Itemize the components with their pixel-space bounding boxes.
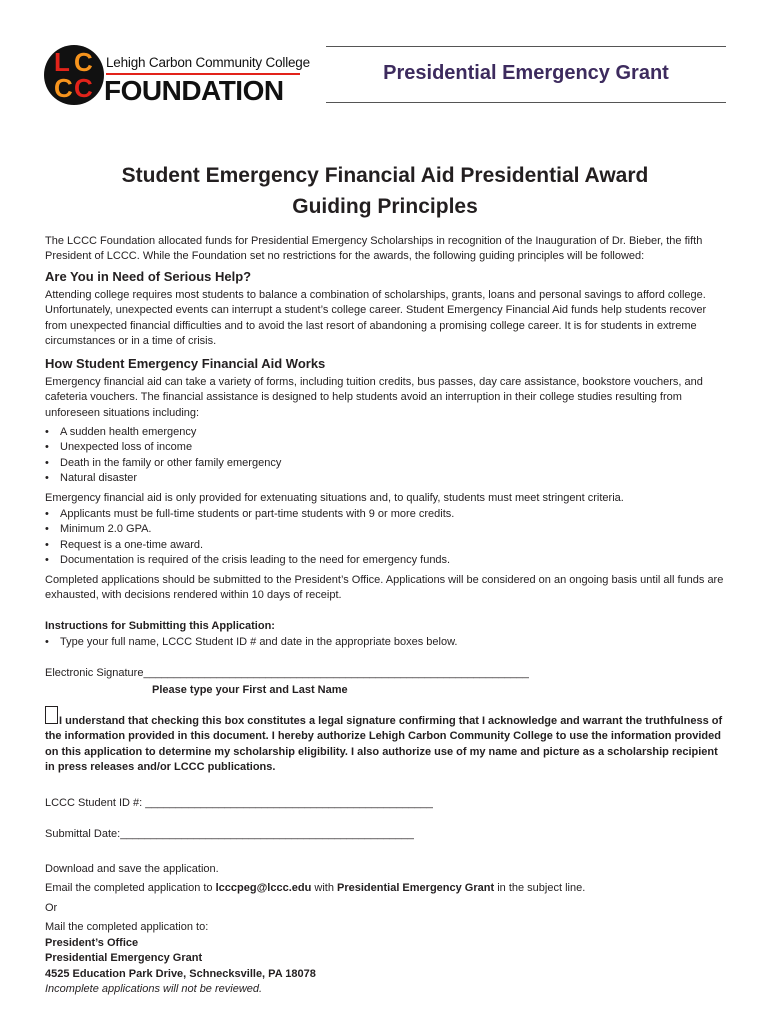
email-address-link[interactable]: lcccpeg@lccc.edu — [215, 882, 312, 894]
signature-blank[interactable]: _______________________________________________________________ — [143, 667, 529, 679]
list-item: • A sudden health emergency — [45, 425, 281, 440]
address-line: President’s Office — [45, 937, 139, 949]
section-how-it-works-body: Emergency financial aid can take a variety of forms, including tuition credits, bus passes, day care assistance, bookstore vouchers, and cafeteria vouchers. The financial assistance is designed to help students avoid an interruption in their college studies resulting from unforeseen situations including: — [45, 376, 703, 419]
logo-letter-c1: C — [74, 47, 93, 77]
list-item: • Documentation is required of the crisis leading to the need for emergency funds. — [45, 553, 454, 568]
submittal-date-blank[interactable]: ________________________________________________ — [120, 828, 414, 840]
intro-paragraph: The LCCC Foundation allocated funds for Presidential Emergency Scholarships in recognition of the Inauguration of Dr. Bieber, the fifth President of LCCC. While the Foundation set no restrictions for the awards, the following guiding principles will be followed: — [45, 235, 703, 263]
logo-letter-l: L — [54, 47, 70, 77]
criteria-intro: Emergency financial aid is only provided for extenuating situations and, to qualify, students must meet stringent criteria. — [45, 492, 624, 504]
list-item: • Request is a one-time award. — [45, 538, 454, 553]
email-subject: Presidential Emergency Grant — [337, 882, 495, 894]
signature-label: Electronic Signature — [45, 667, 144, 679]
address-line: Presidential Emergency Grant — [45, 952, 203, 965]
student-id-blank[interactable]: _______________________________________________ — [145, 797, 433, 809]
logo-foundation: FOUNDATION — [104, 75, 284, 106]
signature-hint: Please type your First and Last Name — [152, 684, 348, 696]
logo-letter-c2: C — [54, 73, 73, 103]
page-title — [60, 160, 710, 222]
list-item: • Natural disaster — [45, 471, 281, 486]
consent-text: I understand that checking this box constitutes a legal signature confirming that I acknowledge and warrant the truthfulness of the information provided in this document. I hereby authorize Lehigh Carbon Community College to use the information provided on this application to determine my scholarship eligibility. I also authorize use of my name and picture as a scholarship recipient in press releases and/or LCCC publications. — [45, 715, 723, 774]
or-separator: Or — [45, 902, 58, 914]
email-post: in the subject line. — [494, 882, 586, 894]
completion-paragraph: Completed applications should be submitted to the President’s Office. Applications will be considered on an ongoing basis until all funds are exhausted, with decisions rendered within 10 days of receipt. — [45, 574, 724, 602]
signature-field[interactable] — [45, 667, 529, 679]
email-mid: with — [311, 882, 338, 894]
section-heading-how-it-works: How Student Emergency Financial Aid Works — [45, 356, 326, 371]
student-id-label: LCCC Student ID #: — [45, 797, 143, 809]
section-need-help-body: Attending college requires most students to balance a combination of scholarships, grants, loans and personal savings to afford college. Unfortunately, unexpected events can interrupt a student’s college career. Student Emergency Financial Aid funds help students recover from unexpected financial difficulties and to avoid the last resort of abandoning a promising college career. It is for students in extreme circumstances or in a time of crisis. — [45, 289, 707, 348]
download-instruction: Download and save the application. — [45, 863, 219, 875]
header-title: Presidential Emergency Grant — [383, 62, 669, 84]
instructions-list — [45, 635, 457, 650]
student-id-field[interactable] — [45, 797, 433, 809]
incomplete-note: Incomplete applications will not be reviewed. — [45, 983, 263, 995]
submittal-date-field[interactable] — [45, 828, 414, 840]
mail-intro: Mail the completed application to: — [45, 921, 209, 933]
logo-letter-c3: C — [74, 73, 93, 103]
page-title-line1: Student Emergency Financial Aid Presidential Award — [121, 164, 649, 187]
list-item: • Unexpected loss of income — [45, 440, 281, 455]
instructions-heading: Instructions for Submitting this Application: — [45, 620, 275, 632]
logo-college-name: Lehigh Carbon Community College — [106, 55, 310, 70]
section-heading-need-help: Are You in Need of Serious Help? — [45, 269, 252, 284]
header-rule-top — [326, 46, 726, 47]
address-line: 4525 Education Park Drive, Schnecksville, PA 18078 — [45, 967, 316, 980]
list-item: • Minimum 2.0 GPA. — [45, 522, 454, 537]
submittal-date-label: Submittal Date: — [45, 828, 121, 840]
email-pre: Email the completed application to — [45, 882, 216, 894]
criteria-list — [45, 507, 454, 569]
email-instruction — [45, 882, 585, 894]
header-rule-bottom — [326, 102, 726, 103]
list-item: • Death in the family or other family emergency — [45, 456, 281, 471]
list-item: • Type your full name, LCCC Student ID # and date in the appropriate boxes below. — [45, 635, 457, 650]
page-title-line2: Guiding Principles — [292, 195, 478, 218]
situations-list — [45, 425, 281, 487]
mailing-address — [45, 936, 316, 982]
logo-mark — [44, 45, 104, 105]
list-item: • Applicants must be full-time students or part-time students with 9 or more credits. — [45, 507, 454, 522]
